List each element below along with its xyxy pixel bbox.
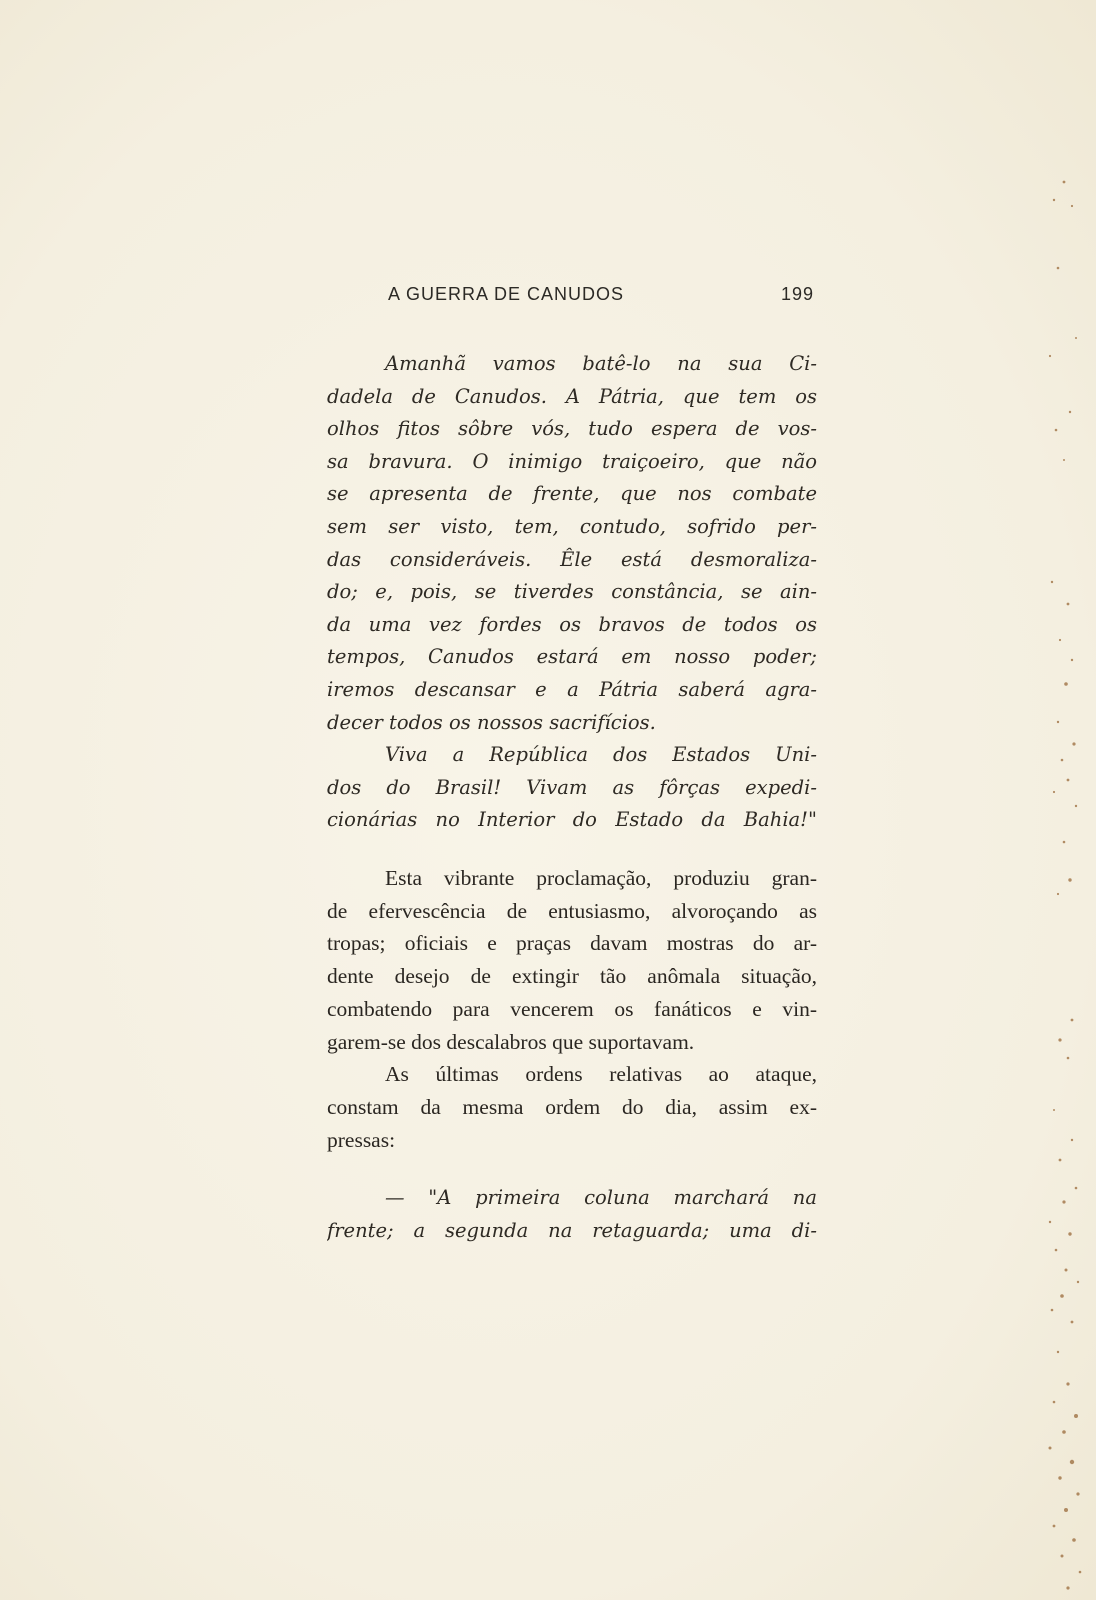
quote-line: Viva a República dos Estados Uni- <box>385 743 817 767</box>
quote-line: dos do Brasil! Vivam as fôrças expedi- <box>327 775 817 799</box>
quote-line: tempos, Canudos estará em nosso poder; <box>327 645 817 669</box>
quote-line: se apresenta de frente, que nos combate <box>327 482 817 506</box>
quote-line: dadela de Canudos. A Pátria, que tem os <box>327 384 817 408</box>
quote-line: frente; a segunda na retaguarda; uma di- <box>327 1218 817 1242</box>
quote-line: da uma vez fordes os bravos de todos os <box>327 612 817 636</box>
foxing-stains <box>1006 0 1096 1600</box>
body-line: tropas; oficiais e praças davam mostras do ar- <box>327 931 817 956</box>
running-title: A GUERRA DE CANUDOS <box>388 284 625 304</box>
body-line: combatendo para vencerem os fanáticos e vin- <box>327 996 817 1021</box>
body-paragraphs <box>327 862 817 1156</box>
running-header <box>388 284 814 310</box>
orders-quote <box>327 1182 817 1247</box>
body-line: Esta vibrante proclamação, produziu gran- <box>385 866 817 890</box>
body-line: As últimas ordens relativas ao ataque, <box>385 1062 817 1087</box>
quote-line: sa bravura. O inimigo traiçoeiro, que não <box>327 449 817 473</box>
proclamation-quote <box>327 348 817 837</box>
quote-line: sem ser visto, tem, contudo, sofrido per- <box>327 514 817 538</box>
quote-line: Amanhã vamos batê-lo na sua Ci- <box>385 352 817 375</box>
quote-line: — "A primeira coluna marchará na <box>385 1186 817 1209</box>
quote-line: das consideráveis. Êle está desmoraliza- <box>327 547 817 571</box>
body-line: garem-se dos descalabros que suportavam. <box>327 1029 695 1054</box>
quote-line: do; e, pois, se tiverdes constância, se ain- <box>327 580 817 604</box>
body-line: constam da mesma ordem do dia, assim ex- <box>327 1094 817 1119</box>
body-line: pressas: <box>327 1127 396 1152</box>
body-line: dente desejo de extingir tão anômala situação, <box>327 964 817 989</box>
body-line: de efervescência de entusiasmo, alvoroçando as <box>327 898 817 923</box>
quote-line: decer todos os nossos sacrifícios. <box>327 710 656 734</box>
quote-line: olhos fitos sôbre vós, tudo espera de vos- <box>327 417 817 441</box>
quote-line: iremos descansar e a Pátria saberá agra- <box>327 677 817 701</box>
quote-line: cionárias no Interior do Estado da Bahia!" <box>327 808 817 832</box>
page-number: 199 <box>780 284 814 304</box>
